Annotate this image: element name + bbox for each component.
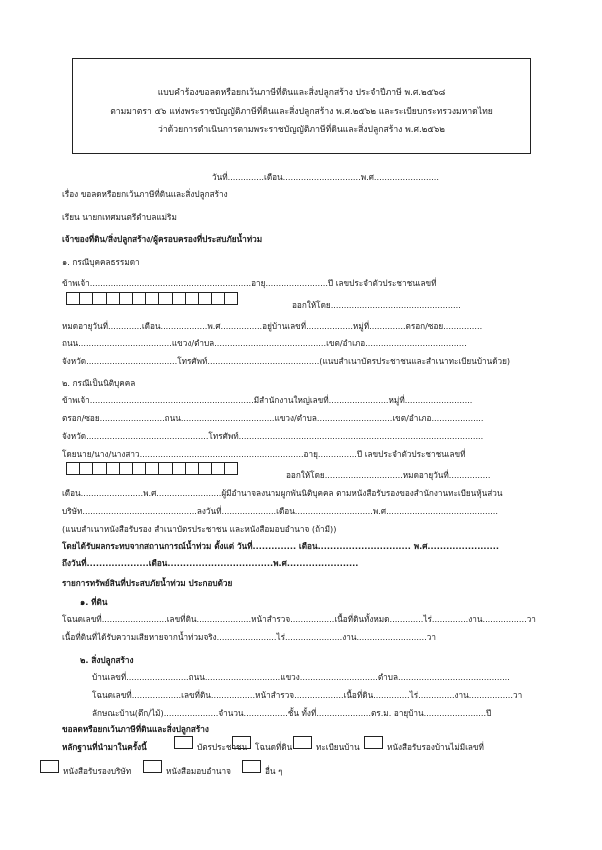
juristic-line-8: (แนบสำเนาหนังสือรับรอง สำเนาบัตรประชาชน และหนังสือมอบอำนาจ (ถ้ามี)) [62,524,337,534]
checkbox-title-deed[interactable] [232,736,251,749]
subject-line: เรื่อง ขอลดหรือยกเว้นภาษีที่ดินและสิ่งปลูกสร้าง [62,189,228,199]
individual-line-1[interactable]: ข้าพเจ้า..............................................................อายุ........................ปี เลขประจำตัวประชาชนเลขที่ [62,278,437,288]
evidence-item-other: อื่น ๆ [265,766,283,776]
juristic-id-number-boxes[interactable] [66,462,237,475]
evidence-item-company-certificate: หนังสือรับรองบริษัท [63,766,132,776]
form-title-line-2: ตามมาตรา ๕๖ แห่งพระราชบัญญัติภาษีที่ดินและสิ่งปลูกสร้าง พ.ศ.๒๕๖๒ และระเบียบกระทรวงมหาดไทย [110,107,493,117]
checkbox-id-card[interactable] [174,736,193,749]
addressee-line: เรียน นายกเทศมนตรีตำบลแม่ริม [62,212,177,222]
land-heading: ๑. ที่ดิน [80,597,108,607]
individual-line-4[interactable]: ถนน....................................แขวง/ตำบล...........................................เขต/อำเภอ....................................... [62,338,467,348]
evidence-item-title-deed: โฉนดที่ดิน [255,742,293,752]
juristic-heading: ๒. กรณีเป็นนิติบุคคล [62,378,136,388]
juristic-line-2[interactable]: ตรอก/ซอย.........................ถนน....................................แขวง/ตำบล.............................เขต/อำเภอ.................... [62,413,484,423]
individual-line-2[interactable]: ออกให้โดย.................................................. [292,300,461,310]
form-title-box [72,58,531,154]
building-line-2[interactable]: โฉนดเลขที่...................เลขที่ดิน.................หน้าสำรวจ...................เนื้อที่ดิน..............ไร่..............งาน.................วา [92,690,523,700]
date-line[interactable]: วันที่..............เดือน..............................พ.ศ......................... [212,172,439,182]
land-line-1[interactable]: โฉนดเลขที่.........................เลขที่ดิน.....................หน้าสำรวจ.................เนื้อที่ดินทั้งหมด.............ไร่..............งาน.................วา [62,614,536,624]
assets-heading: รายการทรัพย์สินที่ประสบภัยน้ำท่วม ประกอบด้วย [62,578,233,588]
checkbox-other[interactable] [242,760,261,773]
flood-period-line-2[interactable]: ถึงวันที่....................เดือน..................................พ.ศ....................... [62,558,359,568]
evidence-label: หลักฐานที่นำมาในครั้งนี้ [62,742,147,752]
juristic-line-3[interactable]: จังหวัด...............................................โทรศัพท์.............................................................................................. [62,431,484,441]
form-title-line-3: ว่าด้วยการดำเนินการตามพระราชบัญญัติภาษีที่ดินและสิ่งปลูกสร้าง พ.ศ.๒๕๖๒ [158,125,445,135]
building-heading: ๒. สิ่งปลูกสร้าง [80,655,134,665]
checkbox-power-of-attorney[interactable] [143,760,162,773]
evidence-item-id-card: บัตรประชาชน [197,742,248,752]
evidence-item-unnumbered-house-certificate: หนังสือรับรองบ้านไม่มีเลขที่ [387,742,484,752]
owner-heading: เจ้าของที่ดิน/สิ่งปลูกสร้าง/ผู้ครอบครองที่ประสบภัยน้ำท่วม [62,234,263,244]
building-line-3[interactable]: ลักษณะบ้าน(ตึก/ไม้).....................จำนวน.................ชั้น ทั้งที่.....................ตร.ม. อายุบ้าน........................ปี [92,708,492,718]
checkbox-house-registration[interactable] [293,736,312,749]
id-number-boxes[interactable] [66,292,237,305]
juristic-line-4[interactable]: โดยนาย/นาง/นางสาว...............................................................อายุ...............ปี เลขประจำตัวประชาชนเลขที่ [62,449,466,459]
juristic-line-6[interactable]: เดือน........................พ.ศ.........................ผู้มีอำนาจลงนามผูกพันนิติบุคคล ตามหนังสือรับรองของสำนักงานทะเบียนหุ้นส่วน [62,488,503,498]
individual-heading: ๑. กรณีบุคคลธรรมดา [62,257,140,267]
checkbox-company-certificate[interactable] [40,760,59,773]
juristic-line-7[interactable]: บริษัท............................................ลงวันที่.....................เดือน..............................พ.ศ........................................... [62,506,498,516]
juristic-line-1[interactable]: ข้าพเจ้า...............................................................มีสำนักงานใหญ่เลขที่.......................หมู่ที่.......................... [62,395,473,405]
individual-line-5[interactable]: จังหวัด...................................โทรศัพท์...........................................(แนบสำเนาบัตรประชาชนและสำเนาทะเบียนบ้านด้วย) [62,356,511,366]
building-line-1[interactable]: บ้านเลขที่........................ถนน.............................แขวง..............................ตำบล........................................... [92,672,510,682]
individual-line-3[interactable]: หมดอายุวันที่.............เดือน..................พ.ศ................อยู่บ้านเลขที่..................หมู่ที่..............ตรอก/ซอย............... [62,321,483,331]
flood-period-line-1[interactable]: โดยได้รับผลกระทบจากสถานการณ์น้ำท่วม ตั้งแต่ วันที่.............. เดือน.............................. พ.ศ....................... [62,541,499,551]
request-line: ขอลดหรือยกเว้นภาษีที่ดินและสิ่งปลูกสร้าง [62,724,209,734]
land-line-2[interactable]: เนื้อที่ดินที่ได้รับความเสียหายจากน้ำท่วมจริง.......................ไร่......................งาน...........................วา [62,632,436,642]
evidence-item-house-registration: ทะเบียนบ้าน [316,742,360,752]
checkbox-unnumbered-house-certificate[interactable] [364,736,383,749]
juristic-line-5[interactable]: ออกให้โดย..............................หมดอายุวันที่................ [286,470,491,480]
evidence-item-power-of-attorney: หนังสือมอบอำนาจ [166,766,231,776]
form-title-line-1: แบบคำร้องขอลดหรือยกเว้นภาษีที่ดินและสิ่งปลูกสร้าง ประจำปีภาษี พ.ศ.๒๕๖๘ [157,88,446,98]
